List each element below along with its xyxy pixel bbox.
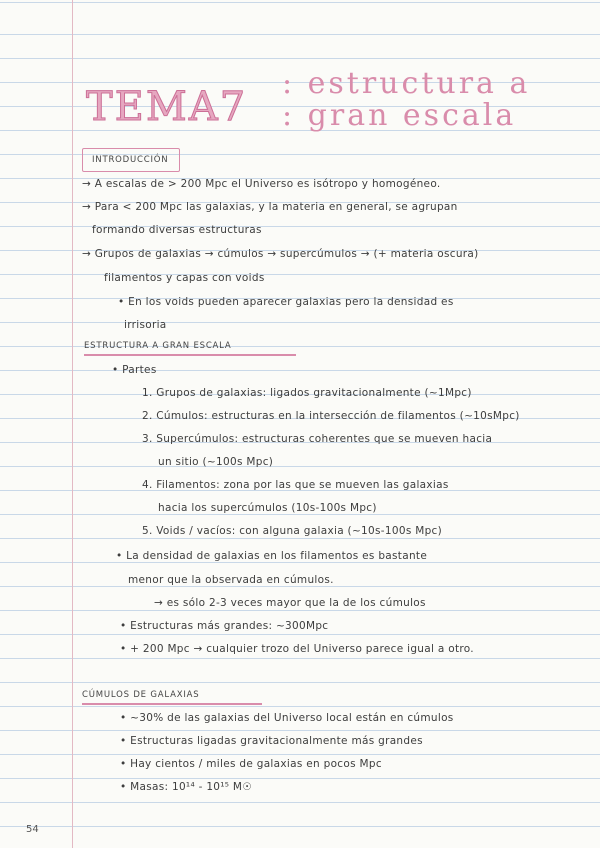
intro-line-6: • En los voids pueden aparecer galaxias pero la densidad es xyxy=(118,296,454,308)
intro-line-4: → Grupos de galaxias → cúmulos → supercúmulos → (+ materia oscura) xyxy=(82,248,479,260)
densidad-line-1: • La densidad de galaxias en los filamentos es bastante xyxy=(116,550,428,562)
parte-3a: 3. Supercúmulos: estructuras coherentes que se mueven hacia xyxy=(142,433,493,445)
cumulos-line-3: • Hay cientos / miles de galaxias en pocos Mpc xyxy=(120,758,382,770)
cumulos-heading: CÚMULOS DE GALAXIAS xyxy=(82,690,200,700)
parte-3b: un sitio (~100s Mpc) xyxy=(158,456,274,468)
title-tema: TEMA7 xyxy=(86,84,248,130)
intro-line-3: formando diversas estructuras xyxy=(92,224,262,236)
parte-4a: 4. Filamentos: zona por las que se mueven las galaxias xyxy=(142,479,449,491)
estructura-heading: ESTRUCTURA A GRAN ESCALA xyxy=(84,341,232,351)
cumulos-underline xyxy=(82,703,262,705)
parte-1: 1. Grupos de galaxias: ligados gravitacionalmente (~1Mpc) xyxy=(142,387,472,399)
parte-5: 5. Voids / vacíos: con alguna galaxia (~10s-100s Mpc) xyxy=(142,525,443,537)
cumulos-line-2: • Estructuras ligadas gravitacionalmente más grandes xyxy=(120,735,423,747)
densidad-line-3: → es sólo 2-3 veces mayor que la de los cúmulos xyxy=(154,597,426,609)
intro-line-2: → Para < 200 Mpc las galaxias, y la materia en general, se agrupan xyxy=(82,201,458,213)
cumulos-line-1: • ~30% de las galaxias del Universo local están en cúmulos xyxy=(120,712,454,724)
densidad-line-2: menor que la observada en cúmulos. xyxy=(128,574,334,586)
parte-2: 2. Cúmulos: estructuras en la intersección de filamentos (~10sMpc) xyxy=(142,410,520,422)
universo-igual: • + 200 Mpc → cualquier trozo del Universo parece igual a otro. xyxy=(120,643,474,655)
title-line-1: : estructura a xyxy=(282,66,531,101)
page-number: 54 xyxy=(26,824,39,835)
margin-line xyxy=(72,0,73,848)
estructuras-grandes: • Estructuras más grandes: ~300Mpc xyxy=(120,620,329,632)
intro-heading: INTRODUCCIÓN xyxy=(92,155,169,165)
parte-4b: hacia los supercúmulos (10s-100s Mpc) xyxy=(158,502,377,514)
title-line-2: : gran escala xyxy=(282,98,517,133)
cumulos-line-4: • Masas: 10¹⁴ - 10¹⁵ M☉ xyxy=(120,781,253,793)
intro-line-5: filamentos y capas con voids xyxy=(104,272,265,284)
estructura-underline xyxy=(84,354,296,356)
intro-line-7: irrisoria xyxy=(124,319,167,331)
intro-line-1: → A escalas de > 200 Mpc el Universo es isótropo y homogéneo. xyxy=(82,178,441,190)
partes-label: • Partes xyxy=(112,364,157,376)
